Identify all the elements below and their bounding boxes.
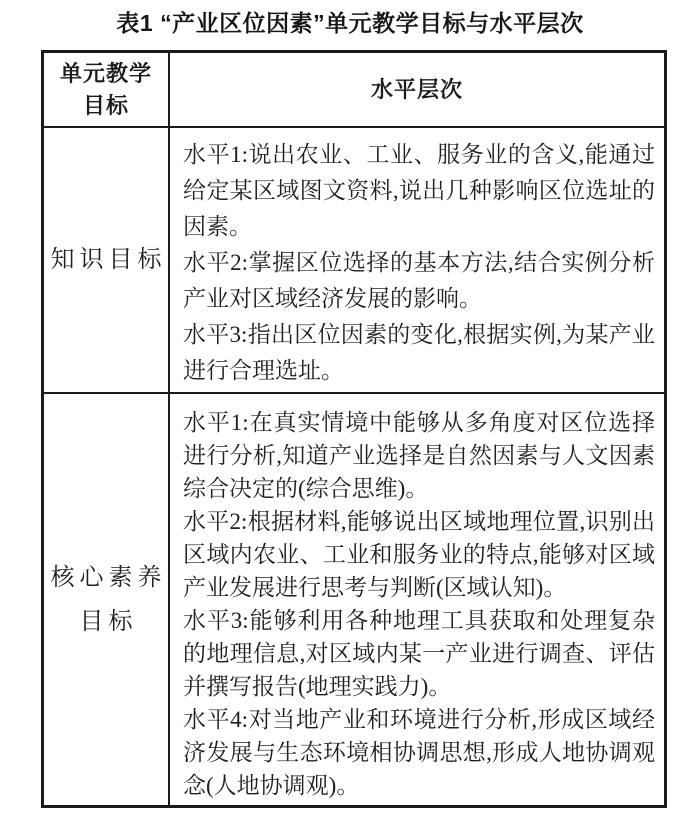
row-content-knowledge-objectives xyxy=(170,128,664,392)
knowledge-objectives-label: 知识目标 xyxy=(50,247,167,273)
header-unit-objectives-line1: 单元教学 xyxy=(59,60,152,86)
core-literacy-level-2-text: 水平2:根据材料,能够说出区域地理位置,识别出区域内农业、工业和服务业的特点,能够对区域产业发展进行思考与判断(区域认知)。 xyxy=(183,509,655,600)
header-level-hierarchy-label: 水平层次 xyxy=(370,76,463,102)
header-cell-level-hierarchy xyxy=(170,53,664,126)
table-row-core-literacy-objectives xyxy=(44,394,664,805)
row-label-core-literacy-objectives xyxy=(44,394,170,805)
teaching-objectives-table xyxy=(41,50,667,808)
knowledge-level-2-text: 水平2:掌握区位选择的基本方法,结合实例分析产业对区域经济发展的影响。 xyxy=(183,250,655,311)
core-literacy-level-3-text: 水平3:能够利用各种地理工具获取和处理复杂的地理信息,对区域内某一产业进行调查、评估并撰写报告(地理实践力)。 xyxy=(183,608,655,699)
core-literacy-label-line1: 核心素养 xyxy=(50,564,167,591)
header-unit-objectives-line2: 目标 xyxy=(82,92,129,118)
row-content-core-literacy-objectives xyxy=(170,394,664,805)
header-cell-unit-objectives xyxy=(44,53,170,126)
core-literacy-level-1-text: 水平1:在真实情境中能够从多角度对区位选择进行分析,知道产业选择是自然因素与人文因素综合决定的(综合思维)。 xyxy=(183,410,655,501)
knowledge-level-3-text: 水平3:指出区位因素的变化,根据实例,为某产业进行合理选址。 xyxy=(183,322,655,383)
row-label-knowledge-objectives xyxy=(44,128,170,392)
core-literacy-label-line2: 目标 xyxy=(79,608,138,635)
knowledge-level-1-text: 水平1:说出农业、工业、服务业的含义,能通过给定某区域图文资料,说出几种影响区位选址的因素。 xyxy=(183,142,655,239)
table-row-knowledge-objectives xyxy=(44,128,664,394)
core-literacy-level-4-text: 水平4:对当地产业和环境进行分析,形成区域经济发展与生态环境相协调思想,形成人地协调观念(人地协调观)。 xyxy=(183,707,655,798)
table-header-row xyxy=(44,53,664,128)
table-title: 表1 “产业区位因素”单元教学目标与水平层次 xyxy=(116,10,584,36)
